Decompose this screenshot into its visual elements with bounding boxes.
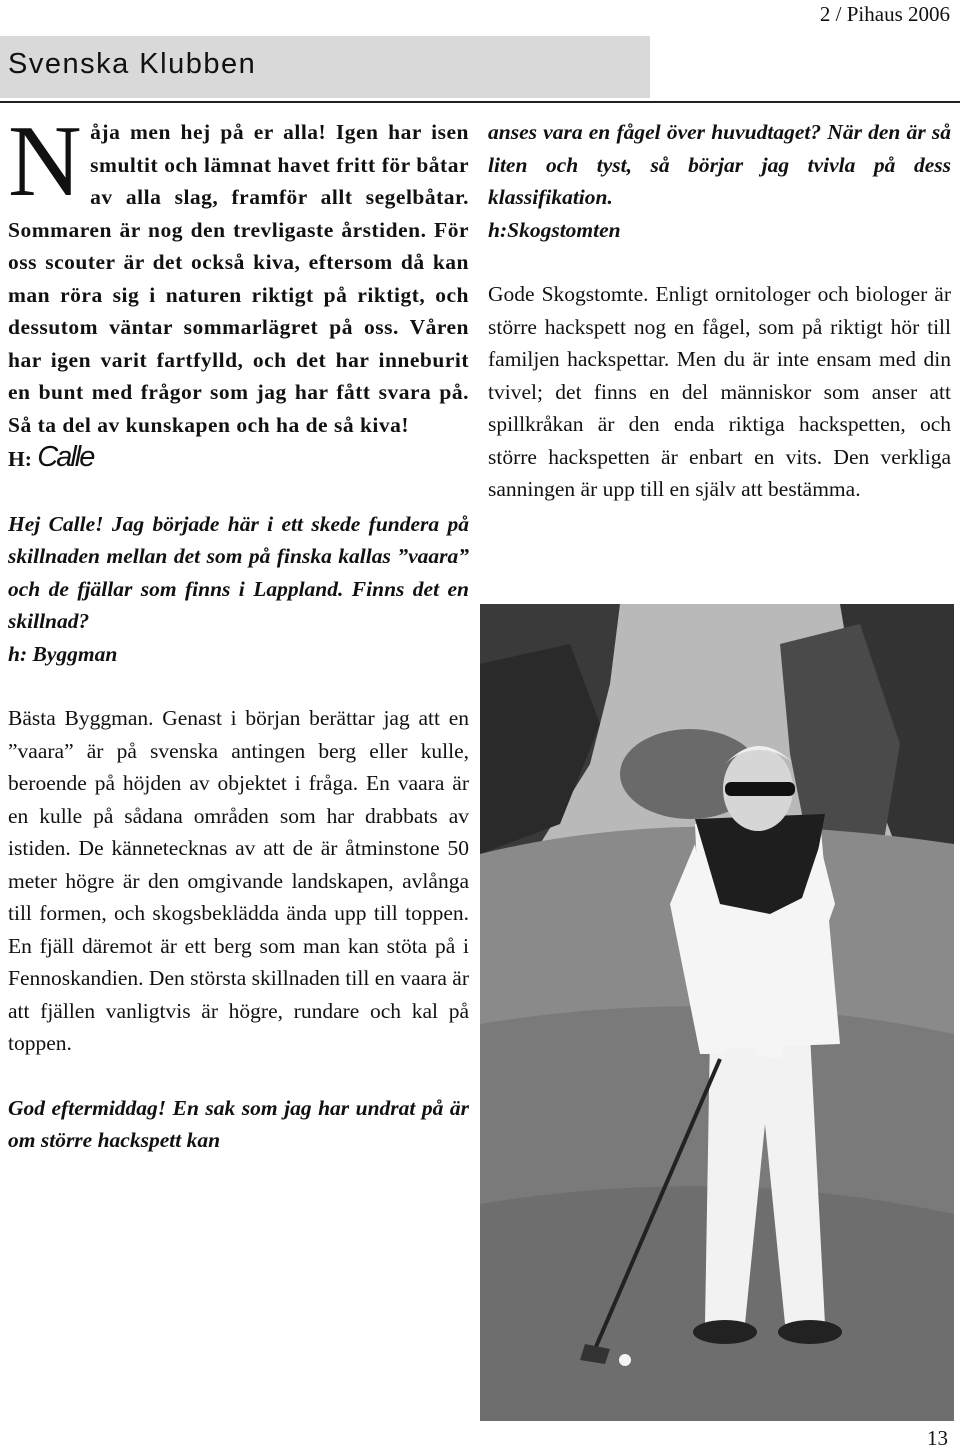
intro-text: åja men hej på er alla! Igen har isen smultit och lämnat havet fritt för båtar av alla slag, framför allt segelbåtar. Sommaren är nog den trevligaste årstiden. För oss scouter är det också kiva, eftersom då kan man röra sig i naturen riktigt på riktigt, och dessutom väntar sommarlägret på oss. Våren har igen varit fartfylld, och det har inneburit en bunt med frågor som jag har fått svara på. Så ta del av kunskapen och ha de så kiva! [8,120,469,437]
signature-skogstomten: h:Skogstomten [488,217,621,242]
question-hackspett-end: anses vara en fågel över huvudtaget? När den är så liten och tyst, så börjar jag tvivla på dess klassifikation. [488,120,951,209]
signature-byggman: h: Byggman [8,641,118,666]
issue-label: 2 / Pihaus 2006 [819,2,950,26]
golfer-illustration [480,604,954,1421]
question-vaara: Hej Calle! Jag började här i ett skede fundera på skillnaden mellan det som på finska kallas ”vaara” och de fjällar som finns i Lappland. Finns det en skillnad? [8,511,469,633]
answer-hackspett: Gode Skogstomte. Enligt ornitologer och biologer är större hackspett nog en fågel, som på riktigt hör till familjen hackspettar. Men du är inte ensam med din tvivel; det finns en del människor som anser att spillkråkan är den enda riktiga hackspetten, och större hackspetten är enbart en vits. Den verkliga sanningen är upp till en själv att bestämma. [488,282,951,501]
golfer-photo [480,604,954,1421]
question-hackspett-start: God eftermiddag! En sak som jag har undrat på är om större hackspett kan [8,1095,469,1152]
intro-paragraph [8,105,469,441]
drop-cap: N [8,105,83,218]
left-column [8,105,469,1157]
right-column [488,116,951,506]
signature-calle: Calle [37,441,94,473]
section-header [0,36,650,98]
section-title: Svenska Klubben [8,48,257,80]
header-divider [0,101,960,103]
answer-vaara: Bästa Byggman. Genast i början berättar jag att en ”vaara” är på svenska antingen berg eller kulle, beroende på höjden av objektet i fråga. En vaara är en kulle på sådana områden som har drabbats av istiden. De kännetecknas av att de är åtminstone 50 meter högre är den omgivande landskapen, avlånga till formen, och skogsbeklädda ända upp till toppen. En fjäll däremot är ett berg som man kan stöta på i Fennoskandien. Den största skillnaden till en vaara är att fjällen vanligtvis är högre, rundare och kal på toppen. [8,706,469,1055]
page-number: 13 [927,1426,948,1450]
intro-signature: H: Calle [8,441,94,473]
